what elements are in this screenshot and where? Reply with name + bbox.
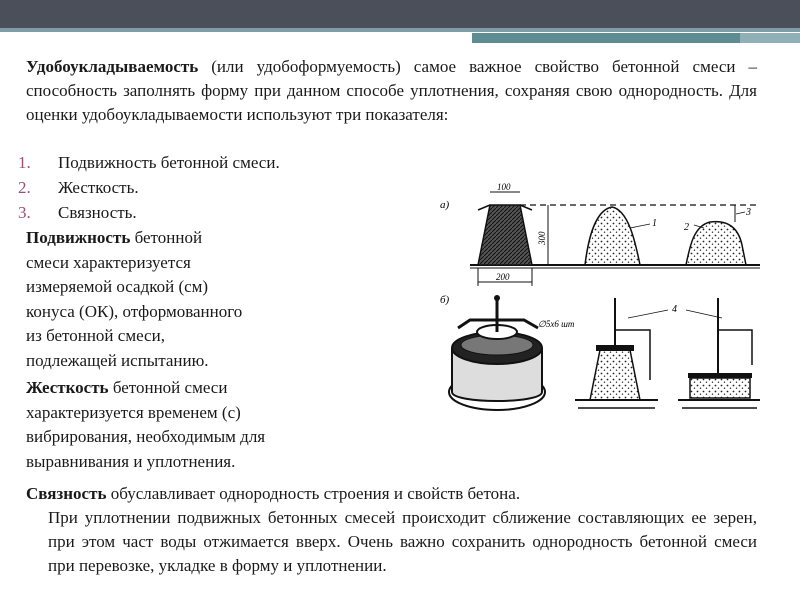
dim-bottom-label: 200 [496,272,510,282]
mobility-line: подлежащей испытанию. [26,350,209,370]
list-label: Связность. [58,203,137,222]
list-label: Жесткость. [58,178,139,197]
stiffness-line: вибрирования, необходимым для [26,427,266,446]
figure-label-a: а) [440,199,450,211]
cone-handle-right [520,205,532,210]
mobility-term: Подвижность [26,228,131,247]
leader-4a [628,310,668,318]
callout-3: 3 [746,207,751,218]
callout-2: 2 [684,222,689,233]
stiffness-text: бетонной смеси [108,378,228,397]
list-number: 1. [18,153,31,172]
leader-1 [630,224,650,228]
cone-handle-left [478,205,490,210]
apparatus3-sample [690,378,750,398]
apparatus3-plate [688,373,752,378]
mobility-text: бетонной [134,228,203,247]
intro-text: (или удобоформуемость) самое важное свойство бетонной смеси – способность заполнять форму при данном способе уплотнения, сохраняя свою однородность. Для оценки удобоукладываемости используют три показателя: [26,57,757,124]
apparatus-rod-top [494,295,500,301]
apparatus3-arm [718,330,752,365]
cohesion-rest: При уплотнении подвижных бетонных смесей происходит сближение составляющих ее зерен, при этом част воды отжимается вверх. Очень важно сохранить однородность бетонной смеси при перевозке, укладке в форму и уплотнении. [48,508,757,575]
slump-shape-1 [585,207,640,265]
list-label: Подвижность бетонной смеси. [58,153,280,172]
slump-shape-2 [686,222,746,265]
figure-label-b: б) [440,294,450,306]
stiffness-line: выравнивания и уплотнения. [26,451,236,471]
dim-top-label: 100 [497,182,511,192]
mobility-line: смеси характеризуется [26,252,191,272]
cohesion-text: обуславливает однородность строения и свойств бетона. [106,484,521,503]
list-number: 2. [18,178,31,197]
cohesion-term: Связность [26,484,107,503]
leader-3 [736,212,745,214]
mobility-line: из бетонной смеси, [26,326,165,345]
rod-label: ∅5х6 шт [538,319,575,329]
mobility-line: измеряемой осадкой (см) [26,277,209,296]
stiffness-line: характеризуется временем (с) [26,402,241,422]
intro-term: Удобоукладываемость [26,57,199,76]
callout-4: 4 [672,304,677,315]
leader-4b [686,310,722,318]
mobility-line: конуса (ОК), отформованного [26,301,243,321]
callout-1: 1 [652,218,657,229]
dim-height-label: 300 [537,231,547,245]
list-number: 3. [18,203,31,222]
cone-mold [478,205,532,265]
apparatus2-plate [596,345,634,351]
apparatus2-cone [590,350,640,400]
stiffness-term: Жесткость [26,378,109,397]
